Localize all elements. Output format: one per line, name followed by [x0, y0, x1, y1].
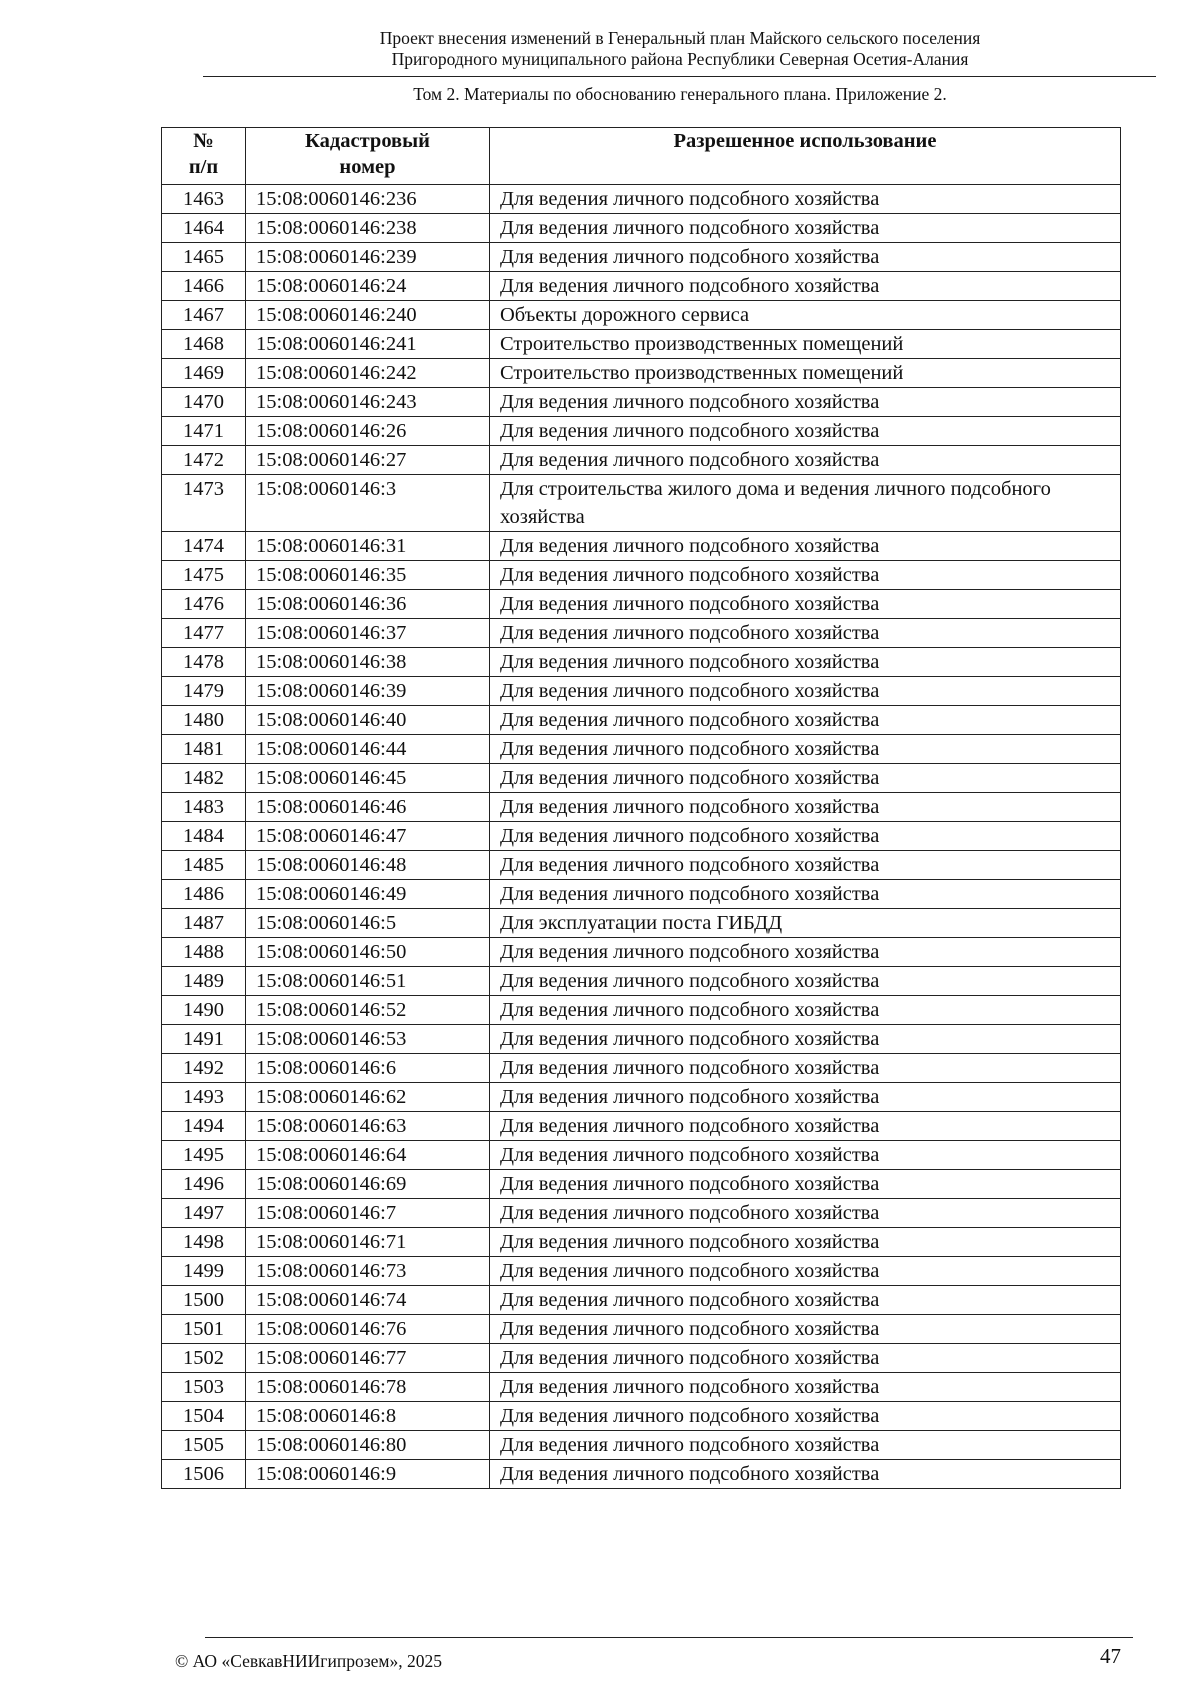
- table-row: [162, 1083, 1121, 1112]
- table-header-row: [162, 128, 1121, 185]
- row-number-cell: 1472: [162, 446, 246, 475]
- row-number-cell: 1484: [162, 822, 246, 851]
- cadastral-number-cell: 15:08:0060146:9: [246, 1460, 490, 1489]
- table-row: [162, 1199, 1121, 1228]
- cadastral-number-cell: 15:08:0060146:240: [246, 301, 490, 330]
- cadastral-number-cell: 15:08:0060146:5: [246, 909, 490, 938]
- cadastral-number-cell: 15:08:0060146:40: [246, 706, 490, 735]
- table-row: [162, 1286, 1121, 1315]
- cadastral-number-cell: 15:08:0060146:27: [246, 446, 490, 475]
- row-number-cell: 1471: [162, 417, 246, 446]
- permitted-use-cell: Для ведения личного подсобного хозяйства: [490, 388, 1121, 417]
- table-row: [162, 388, 1121, 417]
- row-number-cell: 1466: [162, 272, 246, 301]
- table-body: [162, 185, 1121, 1489]
- cadastral-number-cell: 15:08:0060146:239: [246, 243, 490, 272]
- table-row: [162, 822, 1121, 851]
- permitted-use-cell: Для ведения личного подсобного хозяйства: [490, 1025, 1121, 1054]
- permitted-use-cell: Для ведения личного подсобного хозяйства: [490, 1054, 1121, 1083]
- cadastral-number-cell: 15:08:0060146:64: [246, 1141, 490, 1170]
- row-number-cell: 1463: [162, 185, 246, 214]
- table-row: [162, 706, 1121, 735]
- header-title-line-2: Пригородного муниципального района Республики Северная Осетия-Алания: [391, 49, 969, 69]
- column-header-cadastral: [246, 128, 490, 185]
- permitted-use-cell: Для ведения личного подсобного хозяйства: [490, 1083, 1121, 1112]
- table-row: [162, 648, 1121, 677]
- permitted-use-cell: Для ведения личного подсобного хозяйства: [490, 793, 1121, 822]
- row-number-cell: 1483: [162, 793, 246, 822]
- cadastral-number-cell: 15:08:0060146:36: [246, 590, 490, 619]
- table-row: [162, 793, 1121, 822]
- row-number-cell: 1474: [162, 532, 246, 561]
- permitted-use-cell: Для ведения личного подсобного хозяйства: [490, 1170, 1121, 1199]
- permitted-use-cell: Для ведения личного подсобного хозяйства: [490, 561, 1121, 590]
- table-row: [162, 764, 1121, 793]
- row-number-cell: 1506: [162, 1460, 246, 1489]
- row-number-cell: 1480: [162, 706, 246, 735]
- cadastral-number-cell: 15:08:0060146:62: [246, 1083, 490, 1112]
- cadastral-number-cell: 15:08:0060146:46: [246, 793, 490, 822]
- permitted-use-cell: Строительство производственных помещений: [490, 330, 1121, 359]
- cadastral-number-cell: 15:08:0060146:242: [246, 359, 490, 388]
- table-row: [162, 272, 1121, 301]
- table-row: [162, 243, 1121, 272]
- cadastral-number-cell: 15:08:0060146:26: [246, 417, 490, 446]
- cadastral-number-cell: 15:08:0060146:52: [246, 996, 490, 1025]
- row-number-cell: 1479: [162, 677, 246, 706]
- table-row: [162, 1025, 1121, 1054]
- table-row: [162, 619, 1121, 648]
- document-header: [205, 27, 1155, 104]
- table-row: [162, 677, 1121, 706]
- permitted-use-cell: Для строительства жилого дома и ведения личного подсобного хозяйства: [490, 475, 1121, 532]
- row-number-cell: 1495: [162, 1141, 246, 1170]
- permitted-use-cell: Для ведения личного подсобного хозяйства: [490, 1460, 1121, 1489]
- row-number-cell: 1467: [162, 301, 246, 330]
- row-number-cell: 1491: [162, 1025, 246, 1054]
- permitted-use-cell: Для ведения личного подсобного хозяйства: [490, 1344, 1121, 1373]
- permitted-use-cell: Объекты дорожного сервиса: [490, 301, 1121, 330]
- row-number-cell: 1475: [162, 561, 246, 590]
- permitted-use-cell: Для ведения личного подсобного хозяйства: [490, 967, 1121, 996]
- row-number-cell: 1477: [162, 619, 246, 648]
- permitted-use-cell: Для ведения личного подсобного хозяйства: [490, 938, 1121, 967]
- table-row: [162, 1054, 1121, 1083]
- row-number-cell: 1504: [162, 1402, 246, 1431]
- table-row: [162, 967, 1121, 996]
- permitted-use-cell: Для ведения личного подсобного хозяйства: [490, 214, 1121, 243]
- cadastral-number-cell: 15:08:0060146:241: [246, 330, 490, 359]
- cadastral-number-cell: 15:08:0060146:71: [246, 1228, 490, 1257]
- row-number-cell: 1505: [162, 1431, 246, 1460]
- table-row: [162, 1112, 1121, 1141]
- permitted-use-cell: Для ведения личного подсобного хозяйства: [490, 1286, 1121, 1315]
- row-number-cell: 1481: [162, 735, 246, 764]
- row-number-cell: 1473: [162, 475, 246, 532]
- table-row: [162, 735, 1121, 764]
- row-number-cell: 1468: [162, 330, 246, 359]
- permitted-use-cell: Для ведения личного подсобного хозяйства: [490, 1228, 1121, 1257]
- permitted-use-cell: Для ведения личного подсобного хозяйства: [490, 822, 1121, 851]
- row-number-cell: 1502: [162, 1344, 246, 1373]
- row-number-cell: 1490: [162, 996, 246, 1025]
- permitted-use-cell: Для ведения личного подсобного хозяйства: [490, 764, 1121, 793]
- header-title-line-1: Проект внесения изменений в Генеральный план Майского сельского поселения: [379, 28, 981, 48]
- row-number-cell: 1485: [162, 851, 246, 880]
- cadastral-number-cell: 15:08:0060146:236: [246, 185, 490, 214]
- permitted-use-cell: Для ведения личного подсобного хозяйства: [490, 243, 1121, 272]
- row-number-cell: 1489: [162, 967, 246, 996]
- table-row: [162, 1141, 1121, 1170]
- permitted-use-cell: Для ведения личного подсобного хозяйства: [490, 1199, 1121, 1228]
- row-number-cell: 1498: [162, 1228, 246, 1257]
- header-subtitle: Том 2. Материалы по обоснованию генерального плана. Приложение 2.: [413, 84, 947, 104]
- cadastral-number-cell: 15:08:0060146:63: [246, 1112, 490, 1141]
- table-row: [162, 938, 1121, 967]
- cadastral-number-cell: 15:08:0060146:49: [246, 880, 490, 909]
- table-row: [162, 1228, 1121, 1257]
- permitted-use-cell: Для ведения личного подсобного хозяйства: [490, 880, 1121, 909]
- table-row: [162, 561, 1121, 590]
- permitted-use-cell: Для ведения личного подсобного хозяйства: [490, 1315, 1121, 1344]
- table-row: [162, 851, 1121, 880]
- permitted-use-cell: Для ведения личного подсобного хозяйства: [490, 417, 1121, 446]
- row-number-cell: 1494: [162, 1112, 246, 1141]
- table-row: [162, 1170, 1121, 1199]
- cadastral-number-cell: 15:08:0060146:80: [246, 1431, 490, 1460]
- column-header-number-line-2: п/п: [188, 156, 219, 178]
- row-number-cell: 1487: [162, 909, 246, 938]
- header-divider: [203, 76, 1156, 77]
- cadastral-number-cell: 15:08:0060146:45: [246, 764, 490, 793]
- row-number-cell: 1501: [162, 1315, 246, 1344]
- table-row: [162, 590, 1121, 619]
- permitted-use-cell: Строительство производственных помещений: [490, 359, 1121, 388]
- table-row: [162, 1257, 1121, 1286]
- cadastral-number-cell: 15:08:0060146:3: [246, 475, 490, 532]
- row-number-cell: 1500: [162, 1286, 246, 1315]
- permitted-use-cell: Для ведения личного подсобного хозяйства: [490, 272, 1121, 301]
- table-row: [162, 996, 1121, 1025]
- row-number-cell: 1469: [162, 359, 246, 388]
- row-number-cell: 1497: [162, 1199, 246, 1228]
- column-header-number-line-1: №: [193, 130, 214, 152]
- footer-copyright: © АО «СевкавНИИгипрозем», 2025: [175, 1651, 442, 1671]
- permitted-use-cell: Для ведения личного подсобного хозяйства: [490, 446, 1121, 475]
- row-number-cell: 1464: [162, 214, 246, 243]
- column-header-cadastral-line-1: Кадастровый: [305, 130, 430, 152]
- cadastral-number-cell: 15:08:0060146:8: [246, 1402, 490, 1431]
- cadastral-number-cell: 15:08:0060146:39: [246, 677, 490, 706]
- permitted-use-cell: Для ведения личного подсобного хозяйства: [490, 648, 1121, 677]
- table-row: [162, 214, 1121, 243]
- row-number-cell: 1486: [162, 880, 246, 909]
- cadastral-number-cell: 15:08:0060146:7: [246, 1199, 490, 1228]
- footer-divider: [205, 1637, 1133, 1638]
- table-row: [162, 185, 1121, 214]
- row-number-cell: 1465: [162, 243, 246, 272]
- cadastral-number-cell: 15:08:0060146:74: [246, 1286, 490, 1315]
- permitted-use-cell: Для ведения личного подсобного хозяйства: [490, 706, 1121, 735]
- page-number: 47: [1100, 1644, 1121, 1668]
- permitted-use-cell: Для ведения личного подсобного хозяйства: [490, 1141, 1121, 1170]
- table-row: [162, 1344, 1121, 1373]
- column-header-permitted-use: [490, 128, 1121, 185]
- cadastral-number-cell: 15:08:0060146:76: [246, 1315, 490, 1344]
- cadastral-number-cell: 15:08:0060146:78: [246, 1373, 490, 1402]
- row-number-cell: 1478: [162, 648, 246, 677]
- permitted-use-cell: Для ведения личного подсобного хозяйства: [490, 1431, 1121, 1460]
- cadastral-number-cell: 15:08:0060146:31: [246, 532, 490, 561]
- row-number-cell: 1488: [162, 938, 246, 967]
- cadastral-number-cell: 15:08:0060146:37: [246, 619, 490, 648]
- row-number-cell: 1499: [162, 1257, 246, 1286]
- permitted-use-cell: Для ведения личного подсобного хозяйства: [490, 677, 1121, 706]
- row-number-cell: 1482: [162, 764, 246, 793]
- cadastral-number-cell: 15:08:0060146:6: [246, 1054, 490, 1083]
- column-header-cadastral-line-2: номер: [339, 156, 396, 178]
- column-header-number: [162, 128, 246, 185]
- permitted-use-cell: Для эксплуатации поста ГИБДД: [490, 909, 1121, 938]
- row-number-cell: 1470: [162, 388, 246, 417]
- row-number-cell: 1476: [162, 590, 246, 619]
- cadastral-number-cell: 15:08:0060146:69: [246, 1170, 490, 1199]
- cadastral-number-cell: 15:08:0060146:243: [246, 388, 490, 417]
- permitted-use-cell: Для ведения личного подсобного хозяйства: [490, 1112, 1121, 1141]
- cadastral-number-cell: 15:08:0060146:77: [246, 1344, 490, 1373]
- row-number-cell: 1503: [162, 1373, 246, 1402]
- cadastral-number-cell: 15:08:0060146:38: [246, 648, 490, 677]
- permitted-use-cell: Для ведения личного подсобного хозяйства: [490, 590, 1121, 619]
- table-row: [162, 880, 1121, 909]
- table-row: [162, 1431, 1121, 1460]
- permitted-use-cell: Для ведения личного подсобного хозяйства: [490, 996, 1121, 1025]
- cadastral-number-cell: 15:08:0060146:238: [246, 214, 490, 243]
- table-row: [162, 417, 1121, 446]
- row-number-cell: 1492: [162, 1054, 246, 1083]
- table-row: [162, 301, 1121, 330]
- table-row: [162, 1460, 1121, 1489]
- table-row: [162, 475, 1121, 532]
- permitted-use-cell: Для ведения личного подсобного хозяйства: [490, 1257, 1121, 1286]
- table-row: [162, 330, 1121, 359]
- cadastral-number-cell: 15:08:0060146:44: [246, 735, 490, 764]
- permitted-use-cell: Для ведения личного подсобного хозяйства: [490, 185, 1121, 214]
- table-row: [162, 1373, 1121, 1402]
- table-row: [162, 1402, 1121, 1431]
- permitted-use-cell: Для ведения личного подсобного хозяйства: [490, 851, 1121, 880]
- table-row: [162, 359, 1121, 388]
- permitted-use-cell: Для ведения личного подсобного хозяйства: [490, 735, 1121, 764]
- cadastral-number-cell: 15:08:0060146:51: [246, 967, 490, 996]
- permitted-use-cell: Для ведения личного подсобного хозяйства: [490, 1373, 1121, 1402]
- cadastral-table: [161, 127, 1121, 1489]
- table-row: [162, 909, 1121, 938]
- cadastral-number-cell: 15:08:0060146:73: [246, 1257, 490, 1286]
- cadastral-number-cell: 15:08:0060146:47: [246, 822, 490, 851]
- row-number-cell: 1493: [162, 1083, 246, 1112]
- row-number-cell: 1496: [162, 1170, 246, 1199]
- table-row: [162, 1315, 1121, 1344]
- permitted-use-cell: Для ведения личного подсобного хозяйства: [490, 532, 1121, 561]
- permitted-use-cell: Для ведения личного подсобного хозяйства: [490, 1402, 1121, 1431]
- table-row: [162, 446, 1121, 475]
- cadastral-number-cell: 15:08:0060146:35: [246, 561, 490, 590]
- permitted-use-cell: Для ведения личного подсобного хозяйства: [490, 619, 1121, 648]
- cadastral-number-cell: 15:08:0060146:53: [246, 1025, 490, 1054]
- table-row: [162, 532, 1121, 561]
- cadastral-number-cell: 15:08:0060146:50: [246, 938, 490, 967]
- column-header-permitted-use-label: Разрешенное использование: [673, 130, 937, 152]
- cadastral-number-cell: 15:08:0060146:24: [246, 272, 490, 301]
- cadastral-number-cell: 15:08:0060146:48: [246, 851, 490, 880]
